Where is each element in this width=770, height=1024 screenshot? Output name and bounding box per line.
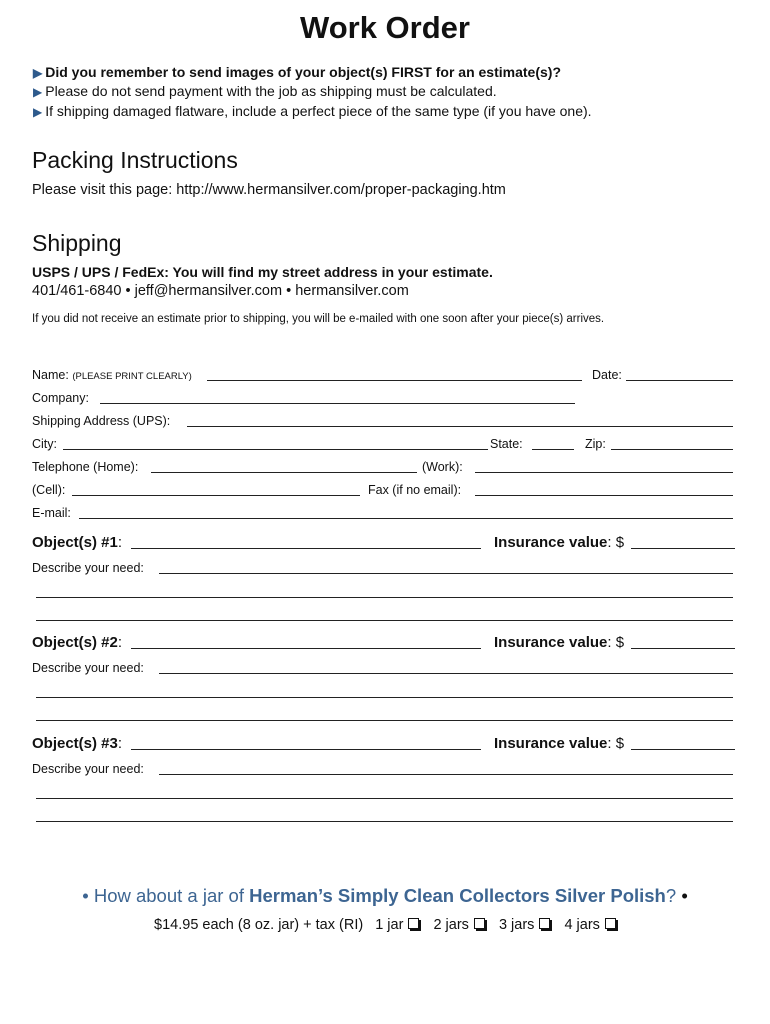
bullet-item-3: ▶ If shipping damaged flatware, include a perfect piece of the same type (if you have one). <box>33 103 592 119</box>
company-label: Company: <box>32 391 89 405</box>
polish-offer: • How about a jar of Herman’s Simply Clean Collectors Silver Polish? • <box>82 885 688 906</box>
describe-2-label: Describe your need: <box>32 661 144 675</box>
describe-2-line-3[interactable] <box>36 720 733 721</box>
email-field[interactable] <box>79 518 733 519</box>
describe-1-line-2[interactable] <box>36 597 733 598</box>
describe-3-line-1[interactable] <box>159 774 733 775</box>
describe-3-line-3[interactable] <box>36 821 733 822</box>
packing-heading: Packing Instructions <box>32 147 238 173</box>
object-3-field[interactable] <box>131 749 481 750</box>
triangle-icon: ▶ <box>33 105 43 119</box>
tel-home-field[interactable] <box>151 472 417 473</box>
shipping-carriers: USPS / UPS / FedEx: You will find my street address in your estimate. <box>32 264 493 280</box>
object-3-label: Object(s) #3: <box>32 735 123 752</box>
insurance-1-label: Insurance value: $ <box>494 534 625 551</box>
object-2-label: Object(s) #2: <box>32 634 123 651</box>
option-1-jar[interactable]: 1 jar <box>375 917 419 933</box>
fax-label: Fax (if no email): <box>368 483 462 497</box>
describe-1-label: Describe your need: <box>32 561 144 575</box>
describe-3-label: Describe your need: <box>32 762 144 776</box>
describe-1-line-1[interactable] <box>159 573 733 574</box>
checkbox-icon[interactable] <box>539 918 550 929</box>
option-2-jars[interactable]: 2 jars <box>433 917 484 933</box>
cell-field[interactable] <box>72 495 360 496</box>
state-field[interactable] <box>532 449 574 450</box>
state-label: State: <box>490 437 523 451</box>
address-field[interactable] <box>187 426 733 427</box>
insurance-3-field[interactable] <box>631 749 735 750</box>
tel-home-label: Telephone (Home): <box>32 460 139 474</box>
name-field[interactable] <box>207 380 582 381</box>
insurance-2-field[interactable] <box>631 648 735 649</box>
checkbox-icon[interactable] <box>605 918 616 929</box>
zip-label: Zip: <box>585 437 606 451</box>
object-1-field[interactable] <box>131 548 481 549</box>
date-field[interactable] <box>626 380 733 381</box>
packing-text: Please visit this page: http://www.hermansilver.com/proper-packaging.htm <box>32 182 506 198</box>
shipping-contact: 401/461-6840 • jeff@hermansilver.com • hermansilver.com <box>32 283 409 299</box>
insurance-2-label: Insurance value: $ <box>494 634 625 651</box>
price-text: $14.95 each (8 oz. jar) + tax (RI) <box>154 917 364 933</box>
describe-2-line-2[interactable] <box>36 697 733 698</box>
shipping-note: If you did not receive an estimate prior to shipping, you will be e-mailed with one soon after your piece(s) arrives. <box>32 313 605 325</box>
checkbox-icon[interactable] <box>408 918 419 929</box>
object-2-field[interactable] <box>131 648 481 649</box>
work-field[interactable] <box>475 472 733 473</box>
option-3-jars[interactable]: 3 jars <box>499 917 550 933</box>
triangle-icon: ▶ <box>33 85 43 99</box>
name-hint: (PLEASE PRINT CLEARLY) <box>72 371 192 382</box>
city-field[interactable] <box>63 449 488 450</box>
polish-pre-text: How about a jar of <box>93 885 244 906</box>
email-label: E-mail: <box>32 506 71 520</box>
date-label: Date: <box>592 368 622 382</box>
polish-product-name: Herman’s Simply Clean Collectors Silver Polish <box>249 885 666 906</box>
describe-1-line-3[interactable] <box>36 620 733 621</box>
price-line <box>0 917 770 933</box>
work-label: (Work): <box>422 460 463 474</box>
bullet-item-1: ▶ Did you remember to send images of your object(s) FIRST for an estimate(s)? <box>33 64 561 80</box>
shipping-heading: Shipping <box>32 230 122 256</box>
describe-3-line-2[interactable] <box>36 798 733 799</box>
triangle-icon: ▶ <box>33 66 43 80</box>
zip-field[interactable] <box>611 449 733 450</box>
name-label: Name: (PLEASE PRINT CLEARLY) <box>32 368 192 382</box>
insurance-1-field[interactable] <box>631 548 735 549</box>
checkbox-icon[interactable] <box>474 918 485 929</box>
bullet-item-2: ▶ Please do not send payment with the job as shipping must be calculated. <box>33 83 497 99</box>
cell-label: (Cell): <box>32 483 66 497</box>
insurance-3-label: Insurance value: $ <box>494 735 625 752</box>
address-label: Shipping Address (UPS): <box>32 414 171 428</box>
describe-2-line-1[interactable] <box>159 673 733 674</box>
company-field[interactable] <box>100 403 575 404</box>
page-title: Work Order <box>300 10 470 45</box>
city-label: City: <box>32 437 57 451</box>
object-1-label: Object(s) #1: <box>32 534 123 551</box>
option-4-jars[interactable]: 4 jars <box>564 917 615 933</box>
fax-field[interactable] <box>475 495 733 496</box>
